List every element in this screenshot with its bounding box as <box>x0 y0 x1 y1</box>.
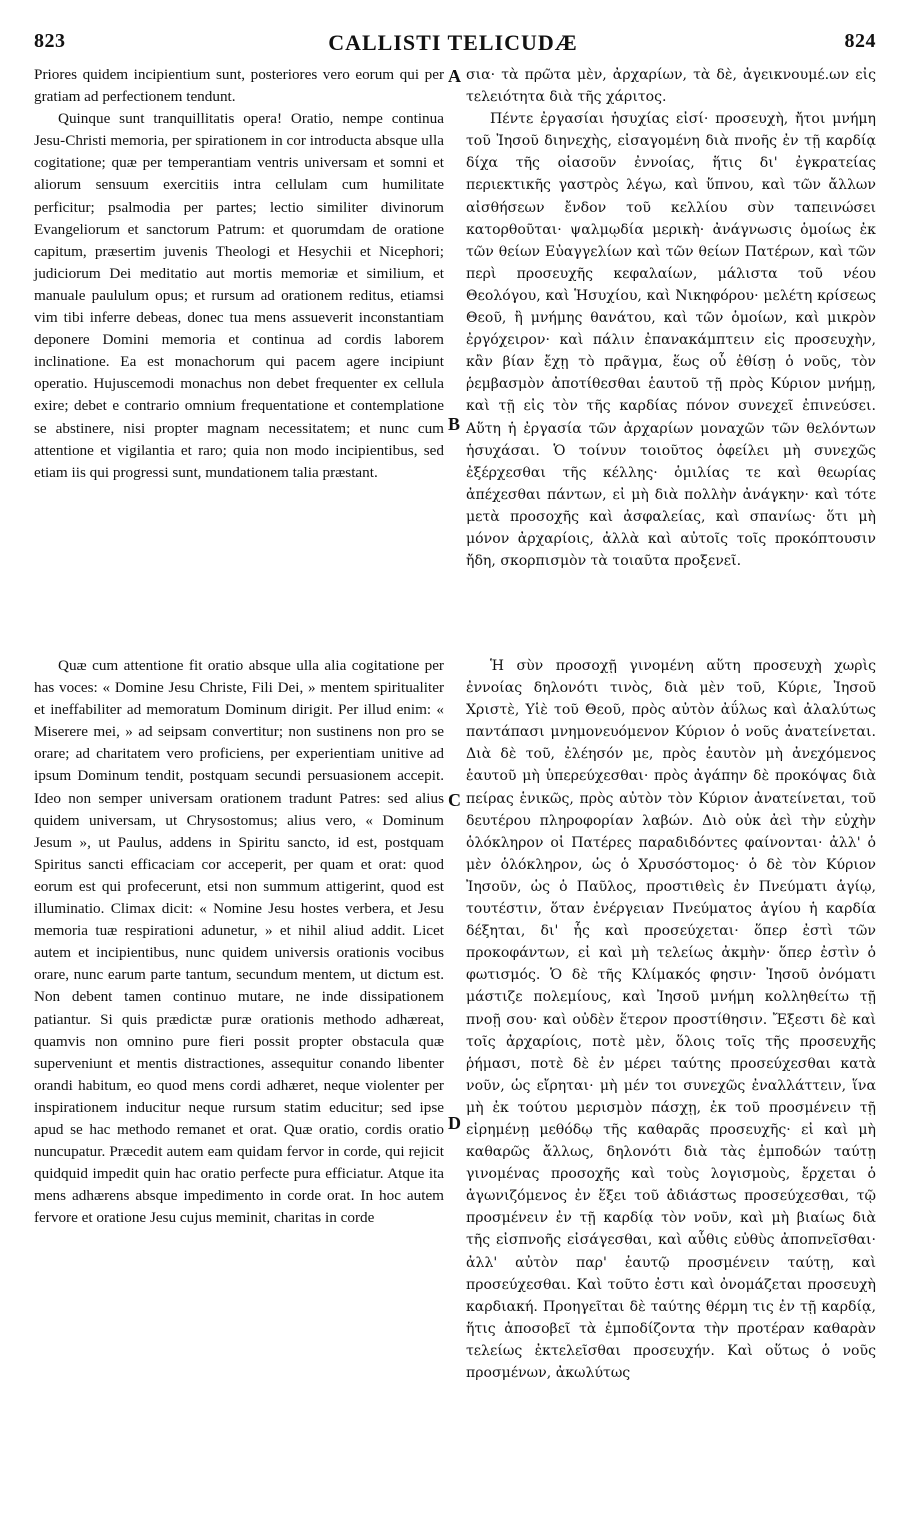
page-number-right: 824 <box>844 30 876 52</box>
greek-paragraph: Ἡ σὺν προσοχῇ γινομένη αὕτη προσευχὴ χωρὶς ἐννοίας δηλονότι τινὸς, διὰ μὲν τοῦ, Κύριε, Ἰησοῦ Χριστὲ, Υἱὲ τοῦ Θεοῦ, πρὸς αὐτὸν ἀΰλως καὶ ἀλαλύτως παντάπασι μνημονευόμενον Κύριον ὁ νοῦς ἀνατείνεται. Διὰ δὲ τοῦ, ἐλέησόν με, πρὸς ἑαυτὸν μὴ ἀνεχόμενος ἑαυτοῦ μὴ ὑπερεύχεσθαι· πρὸς ἀγάπην δὲ προκόψας διὰ πείρας ἑνικῶς, πρὸς αὐτὸν τὸν Κύριον ἀνατείνεται, τοῦ δευτέρου πληροφορίαν λαβών. Διὸ οὐκ ἀεὶ τὴν εὐχὴν ὁλόκληρον οἱ Πατέρες παραδιδόντες φαίνονται· ἀλλ' ὁ μὲν ὁλόκληρον, ὡς ὁ Χρυσόστομος· ὁ δὲ τὸν Κύριον Ἰησοῦν, ὡς ὁ Παῦλος, προστιθεὶς ἐν Πνεύματι ἁγίῳ, τουτέστιν, ὅταν ἐνέργειαν Πνεύματος ἁγίου ἡ καρδία δέξηται, δι' ἧς καὶ προσεύχεται· ὅπερ ἐστὶ τῶν προκοφάντων, εἰ καὶ μὴ τελείως ἀκμὴν· ὅπερ ἐστὶν ὁ φωτισμός. Ὁ δὲ τῆς Κλίμακός φησιν· Ἰησοῦ ὀνόματι μάστιζε πολεμίους, καὶ Ἰησοῦ μνήμη κολληθείτω τῇ πνοῇ σου· καὶ οὐδὲν ἕτερον προστίθησιν. Ἔξεστι δὲ καὶ τοῖς ἀρχαρίοις, ποτὲ μὲν, ὅλοις τοῖς τῆς προσευχῆς ῥήμασι, ποτὲ δὲ ἐν μέρει ταύτης προσεύχεσθαι κατὰ νοῦν, ὡς εἴρηται· μὴ μέν τοι συνεχῶς ἐναλλάττειν, ἵνα μὴ ἐκ τούτου μερισμὸν πάσχῃ, ἐκ τοῦ προσμένειν τῇ εἰρημένῃ μεθόδῳ τῆς καθαρᾶς προσευχῆς· εἰ καὶ μὴ καθαρῶς ἄλλως, δηλονότι διὰ τὰς ἐμποδών ταύτῃ γινομένας προσοχῆς καὶ τοὺς λογισμοὺς, ἔρχεται ὁ ἀγωνιζόμενος ἐν ἕξει τοῦ ἀδιάστως προσεύχεσθαι, τῷ προσμένειν ἐν τῇ καρδίᾳ τὸν νοῦν, καὶ μὴ βιαίως διὰ τῆς εἰσπνοῆς εἰσάγεσθαι, καὶ αὖθις εὐθὺς ἀποπνεῖσθαι· ἀλλ' αὐτὸν παρ' ἑαυτῷ προσμένειν ταύτῃ, καὶ προσεύχεσθαι. Καὶ τοῦτο ἐστι καὶ ὀνομάζεται προσευχὴ καρδιακή. Προηγεῖται δὲ ταύτης θέρμη τις ἐν τῇ καρδίᾳ, ἥτις ἀποσοβεῖ τὰ ἐμποδίζοντα τὴν προτέραν καθαρὰν τελείως ἐκτελεῖσθαι προσευχήν. Καὶ οὕτως ὁ νοῦς προσμένων, ἀκωλύτως <box>466 658 876 1381</box>
greek-column-bottom <box>466 655 876 1384</box>
margin-marker-b: B <box>448 414 461 434</box>
running-title: CALLISTI TELICUDÆ <box>328 30 578 55</box>
running-header <box>30 30 876 64</box>
margin-marker-a: A <box>448 66 461 86</box>
latin-paragraph: Quæ cum attentione fit oratio absque ulla alia cogitatione per has voces: « Domine Jesu Christe, Fili Dei, » mentem spiritualiter et ineffabiliter ad memoratum Dominum dirigit. Per illud enim: « Miserere mei, » ad seipsam convertitur; non sustinens non pro se orare; ad charitatem vero proficiens, per experientiam unitive ad ipsum Dominum tendit, postquam secundi persuasionem accepit. Ideo non semper universam orationem tradunt Patres: sed alius quidem universam, ut Chrysostomus; alius vero, « Dominum Jesum », ut Paulus, addens in Spiritu sancto, id est, postquam Spiritus sancti efficaciam cor acceperit, per quam et orat: quod eorum est qui profecerunt, etsi non summum attigerint, quod est illuminatio. Climax dicit: « Nomine Jesu hostes verbera, et Jesu memoria tuæ respirationi adunetur, » et nihil aliud addit. Licet autem et incipientibus, nunc quidem universis orationis vocibus orare, nunc earum parte tantum, secundum mentem, ut dictum est. Non debent tamen continuo mutare, ne inde dissipationem patiantur. Si quis prædictæ puræ orationis methodo adhæreat, quamvis non omnino pure fieri possit propter obstacula quæ superveniunt et mentis distractiones, assequitur conando libenter orandi habitum, eo quod mens cordi adhæret, neque violenter per inspirationem inducitur neque rursum statim educitur; sed ipse apud se hac methodo remanet et orat. Quæ oratio, cordis oratio nuncupatur. Præcedit autem eam quidam fervor in corde, qui rejicit quidquid impedit quin hac oratio perfecte pura efficiatur. Atque ita mens adhærens absque impedimento in corde orat. In hoc autem fervore et oratione Jesu cujus meminit, charitas in corde <box>34 657 444 1227</box>
latin-paragraph: Quinque sunt tranquillitatis opera! Oratio, nempe continua Jesu-Christi memoria, per spirationem in cor introducta absque ulla cogitatione; quæ per temperantiam ventris universam et somni et aliorum sensuum exercitiis intra cellulam cum humilitate perficitur; psalmodia per partes; lectio similiter divinorum Evangeliorum et sanctorum Patrum: et quorumdam de oratione capitum, præsertim juvenis Theologi et Hesychii et Nicephori; judiciorum Dei meditatio aut mortis memoriæ et similium, et manuale paululum opus; et rursum ad orationem reditus, etiamsi vim tibi inferre debeas, donec tua mens assueverit inconstantiam deponere Domini memoria et continua ad cordis laborem inclinatione. Ea est monachorum qui pacem agere incipiunt operatio. Hujuscemodi monachus non debet frequenter ex cellula exire; debet e contrario omnium frequentatione et contemplatione se abstinere, nisi propter magnam necessitatem; et nunc cum attentione et vigilantia et raro; quia non modo incipientibus, sed etiam iis qui progressi sunt, mundationem talia præstant. <box>34 110 444 481</box>
greek-paragraph: Πέντε ἐργασίαι ἡσυχίας εἰσί· προσευχὴ, ἤτοι μνήμη τοῦ Ἰησοῦ διηνεχὴς, εἰσαγομένη διὰ πνοῆς ἐν τῇ καρδίᾳ δίχα τῆς οἱασοῦν ἐννοίας, ἥτις δι' ἐγκρατείας περιεκτικῆς γαστρὸς λέγω, καὶ ὕπνου, καὶ τῶν ἄλλων αἰσθήσεων ἔνδον τοῦ κελλίου σὺν ταπεινώσει κατορθοῦται· ψαλμῳδία μερικὴ· ἀνάγνωσις ὁμοίως ἐκ τῶν θείων Εὐαγγελίων καὶ τῶν θείων Πατέρων, καὶ τῶν περὶ προσευχῆς κεφαλαίων, μάλιστα τοῦ νέου Θεολόγου, καὶ Ἡσυχίου, καὶ Νικηφόρου· μελέτη κρίσεως Θεοῦ, ἢ μνήμης θανάτου, καὶ τῶν ὁμοίων, καὶ μικρὸν ἐργόχειρον· καὶ πάλιν ἐπανακάμπτειν εἰς προσευχὴν, κἂν βίαν ἔχῃ τὸ πρᾶγμα, ἕως οὗ ἐθίσῃ ὁ νοῦς, τὸν ῥεμβασμὸν ἀποτίθεσθαι ἑαυτοῦ τῇ πρὸς Κύριον μνήμῃ, καὶ τῇ εἰς τὸν τῆς καρδίας πόνον συνεχεῖ ἐπινεύσει. Αὕτη ἡ ἐργασία τῶν ἀρχαρίων μοναχῶν τῶν θελόντων ἡσυχάσαι. Ὁ τοίνυν τοιοῦτος ὀφείλει μὴ συνεχῶς ἐξέρχεσθαι τῆς κέλλης· ὁμιλίας τε καὶ θεωρίας ἀπέχεσθαι πάντων, εἰ μὴ διὰ πολλὴν ἀνάγκην· καὶ τότε μετὰ προσοχῆς καὶ ἀσφαλείας, καὶ σπανίως· ὅτι μὴ μόνον ἀρχαρίοις, ἀλλὰ καὶ αὐτοῖς τοῖς προκόπτουσιν ἤδη, σκορπισμὸν τὰ τοιαῦτα προξενεῖ. <box>466 111 876 570</box>
latin-column-bottom <box>34 655 444 1229</box>
greek-paragraph: σια· τὰ πρῶτα μὲν, ἀρχαρίων, τὰ δὲ, ἀγεικνουμέ.ων εἰς τελειότητα διὰ τῆς χάριτος. <box>466 67 876 106</box>
greek-column-top <box>466 64 876 572</box>
margin-marker-d: D <box>448 1113 461 1133</box>
page-number-left: 823 <box>34 30 66 52</box>
margin-marker-c: C <box>448 790 461 810</box>
latin-paragraph: Priores quidem incipientium sunt, posteriores vero eorum qui per gratiam ad perfectionem tendunt. <box>34 66 444 106</box>
latin-column-top <box>34 64 444 484</box>
